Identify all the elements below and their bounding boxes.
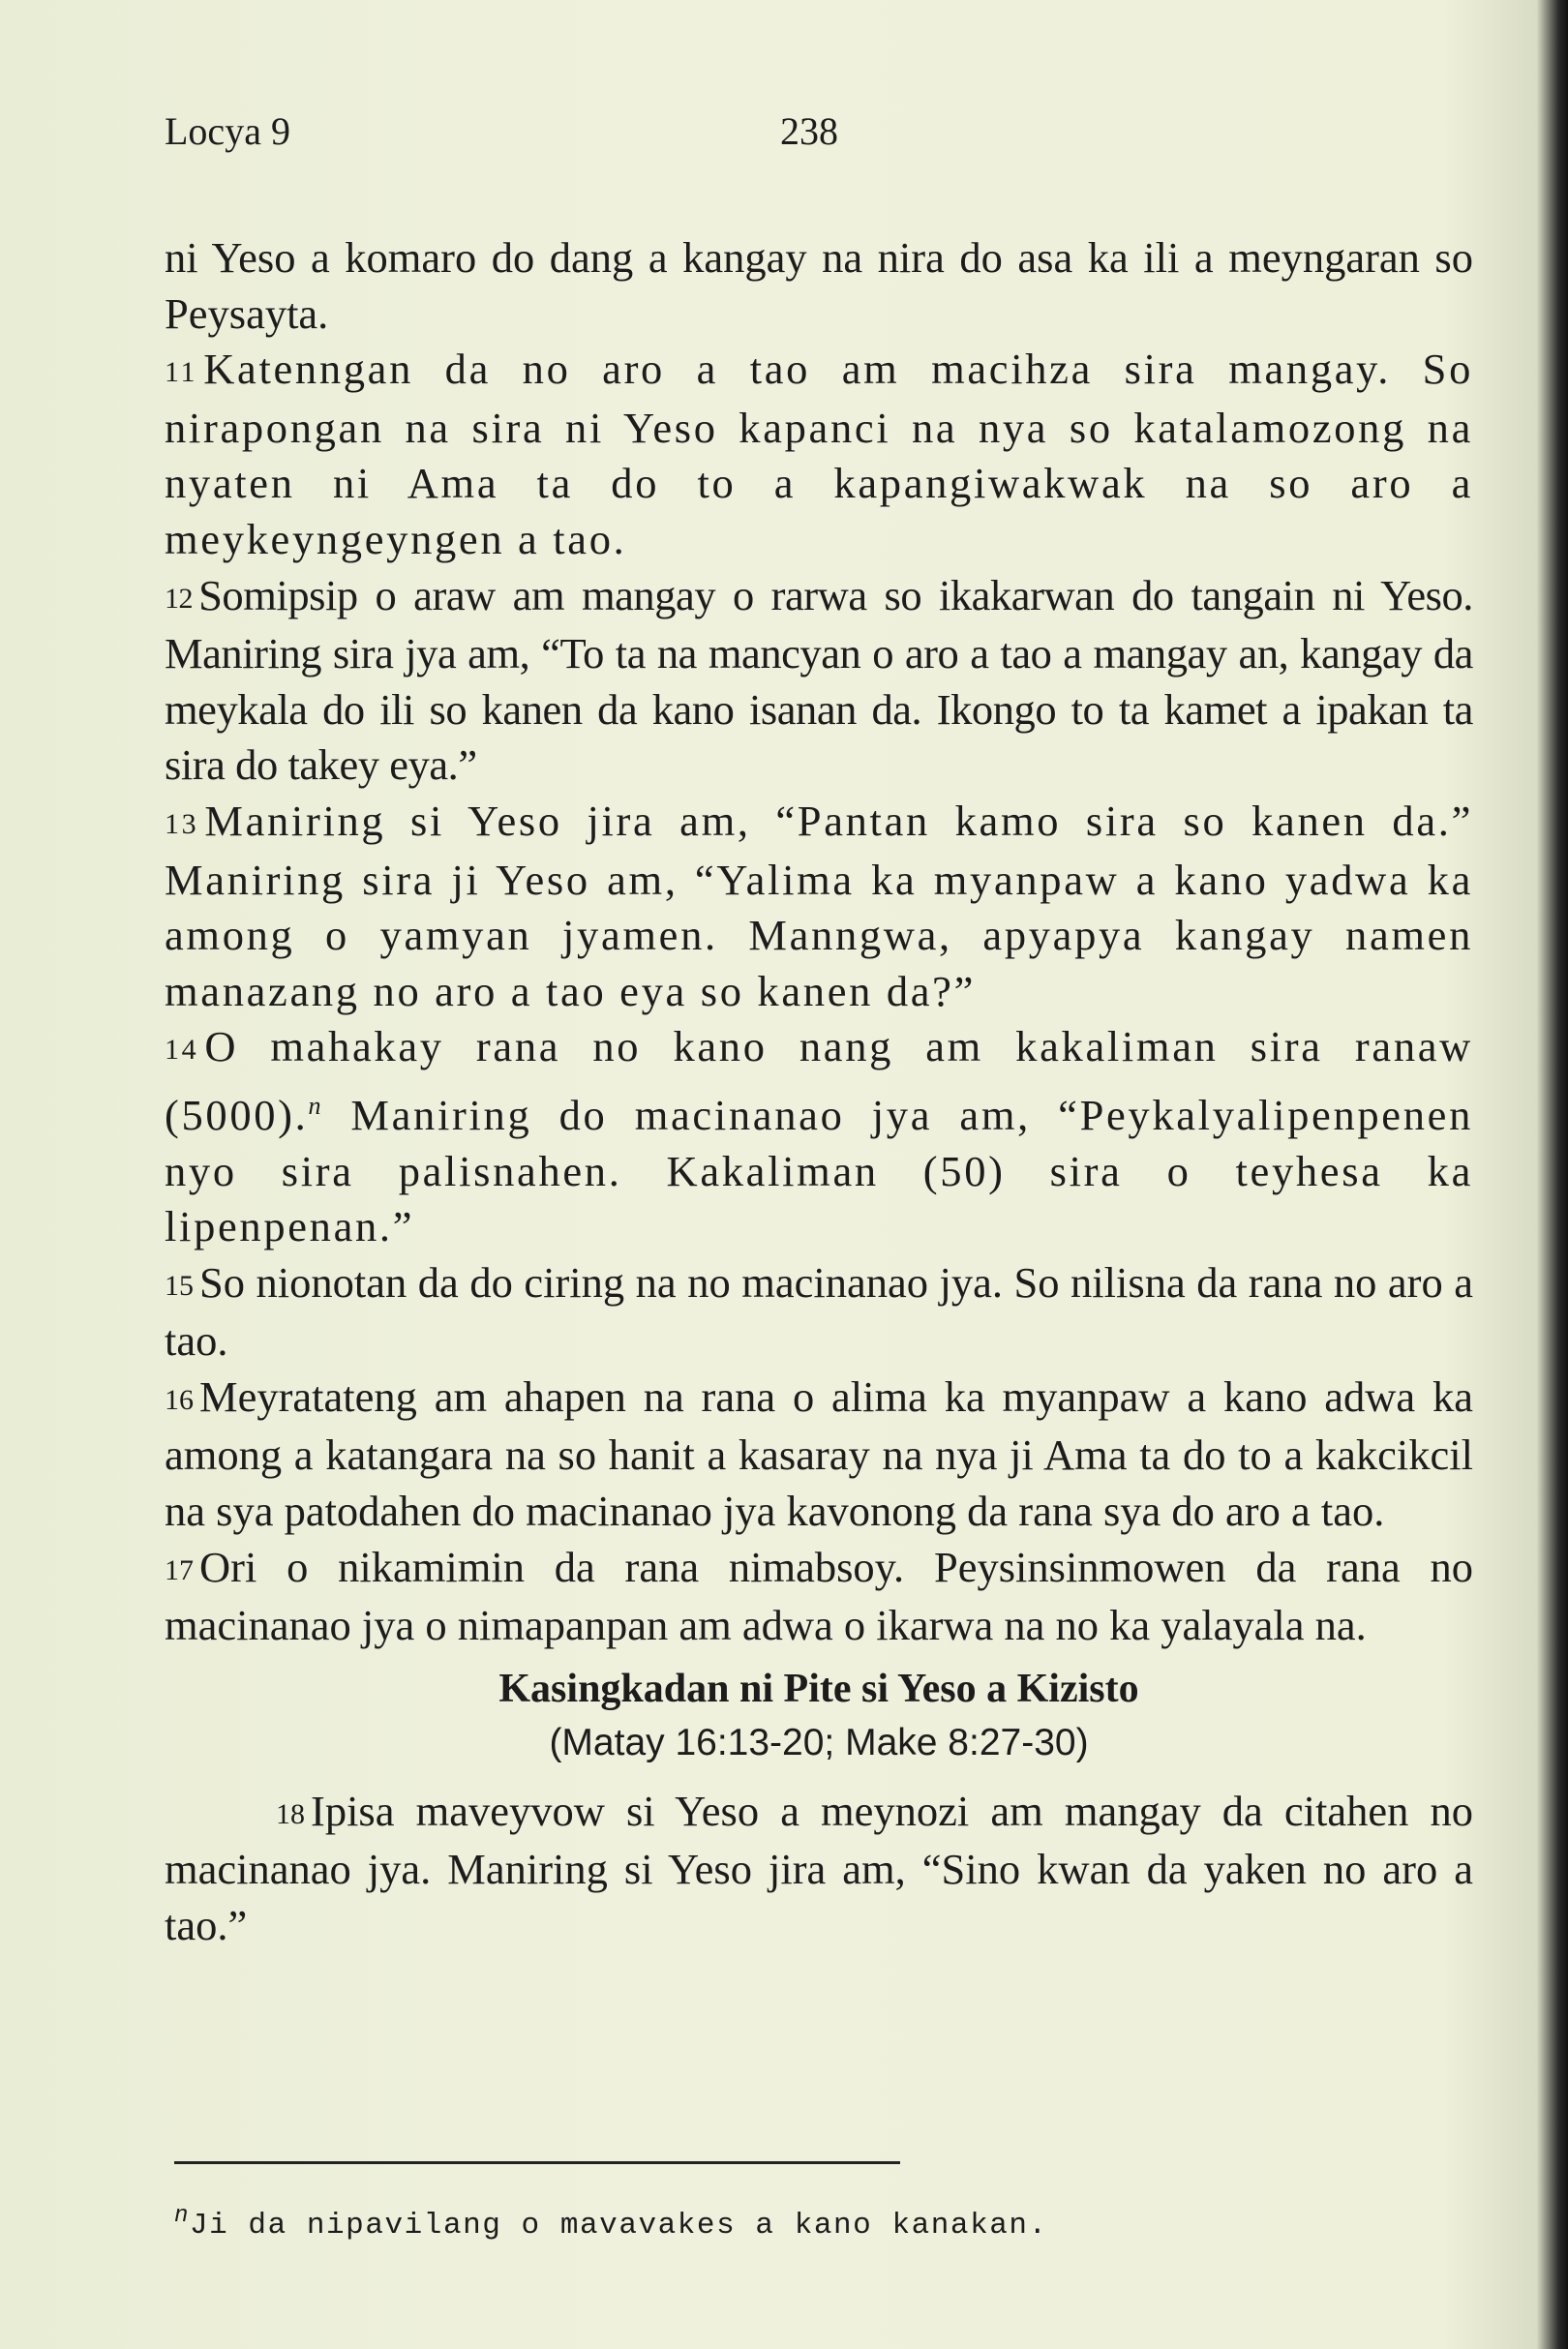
page-header [165,108,1462,166]
verse-number: 18 [276,1797,305,1830]
verse-text: Ipisa maveyvow si Yeso a meynozi am mangay da citahen no macinanao jya. Maniring si Yeso jira am, “Sino kwan da yaken no aro a tao.” [165,1786,1473,1950]
verse-15 [165,1255,1473,1370]
verse-text: Ori o nikamimin da rana nimabsoy. Peysinsinmowen da rana no macinanao jya o nimapanpan am adwa o ikarwa na no ka yalayala na. [165,1542,1473,1650]
verse-number: 12 [165,582,194,615]
verse-text: Maniring si Yeso jira am, “Pantan kamo sira so kanen da.” Maniring sira ji Yeso am, “Yalima ka myanpaw a kano yadwa ka among o yamyan jyamen. Manngwa, apyapya kangay namen manazang no aro a tao eya so kanen da?” [165,796,1473,1015]
verse-text: Katenngan da no aro a tao am macihza sira mangay. So nirapongan na sira ni Yeso kapanci na nya so katalamozong na nyaten ni Ama ta do to a kapangiwakwak na so aro a meykeyngeyngen a tao. [165,345,1473,563]
section-heading: Kasingkadan ni Pite si Yeso a Kizisto [498,1666,1139,1711]
section-cross-reference: (Matay 16:13-20; Make 8:27-30) [549,1721,1089,1763]
verse-number: 17 [165,1553,194,1586]
paragraph-continuation [165,230,1473,342]
verse-number: 15 [165,1269,194,1302]
page-number: 238 [780,109,838,153]
footnote-reference: n [308,1091,324,1120]
paragraph-text: ni Yeso a komaro do dang a kangay na nira do asa ka ili a meyngaran so Peysayta. [165,233,1473,338]
verse-17 [165,1540,1473,1654]
verse-text: Somipsip o araw am mangay o rarwa so ikakarwan do tangain ni Yeso. Maniring sira jya am, “To ta na mancyan o aro a tao a mangay an, kangay da meykala do ili so kanen da kano isanan da. Ikongo to ta kamet a ipakan ta sira do takey eya.” [165,570,1473,790]
verse-13 [165,794,1473,1019]
verse-18 [165,1784,1473,1954]
verse-16 [165,1370,1473,1540]
verse-11 [165,342,1473,567]
verse-text: So nionotan da do ciring na no macinanao jya. So nilisna da rana no aro a tao. [165,1257,1473,1366]
verse-number: 13 [165,807,199,840]
verse-text-continued: Maniring do macinanao jya am, “Peykalyalipenpenen nyo sira palisnahen. Kakaliman (50) sira o teyhesa ka lipenpenan.” [165,1090,1473,1251]
footnote-marker: n [174,2203,190,2229]
running-head: Locya 9 [165,109,290,153]
body-text [165,230,1473,1954]
verse-number: 11 [165,356,198,389]
verse-text: O mahakay rana no kano nang am kakaliman sira ranaw (5000). [165,1022,1473,1139]
verse-number: 14 [165,1034,199,1067]
footnote [174,2203,1048,2243]
verse-text: Meyratateng am ahapen na rana o alima ka myanpaw a kano adwa ka among a katangara na so hanit a kasaray na nya ji Ama ta do to a kakcikcil na sya patodahen do macinanao jya kavonong da rana sya do aro a tao. [165,1371,1473,1536]
footnote-text: Ji da nipavilang o mavavakes a kano kanakan. [189,2209,1048,2243]
verse-number: 16 [165,1383,194,1416]
footnote-divider [174,2161,900,2164]
verse-14 [165,1019,1473,1254]
verse-12 [165,568,1473,794]
